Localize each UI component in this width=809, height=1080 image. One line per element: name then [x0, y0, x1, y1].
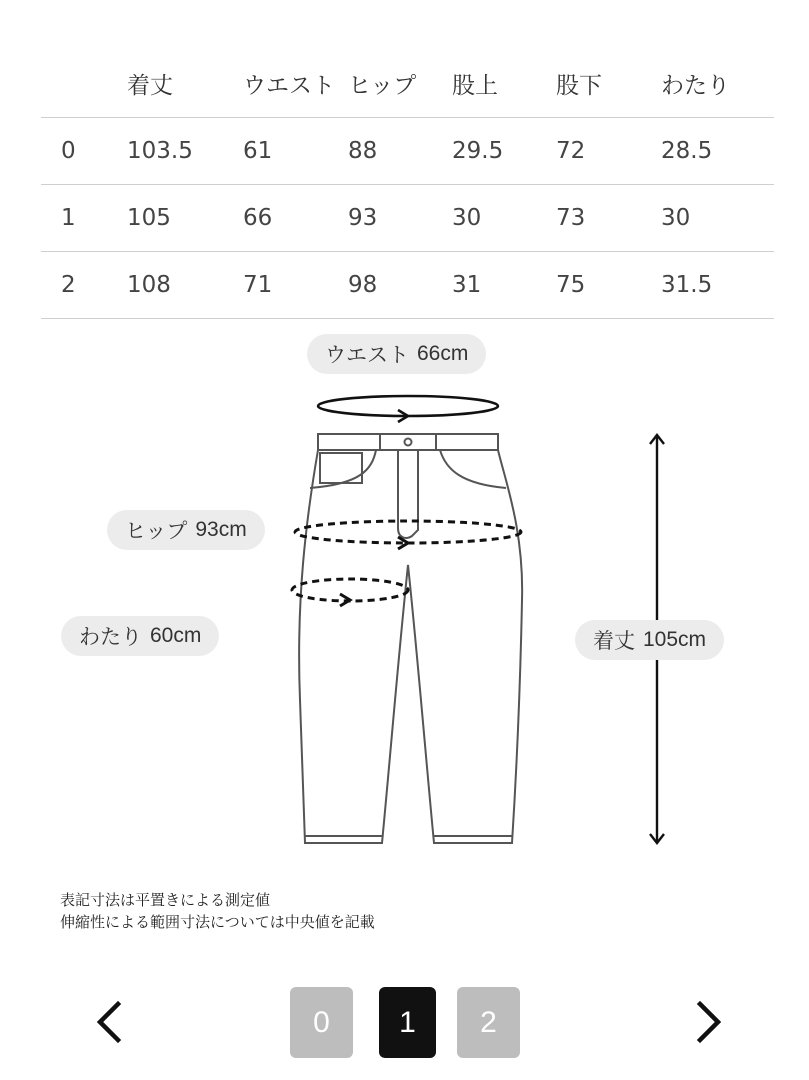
- prev-button[interactable]: [92, 996, 132, 1048]
- size-table: [41, 50, 774, 319]
- table-header-row: [41, 50, 774, 118]
- chevron-right-icon: [688, 996, 728, 1048]
- table-cell: 98: [348, 272, 378, 298]
- header-thigh: わたり: [661, 73, 730, 99]
- length-value: 105cm: [643, 628, 707, 651]
- next-button[interactable]: [688, 996, 728, 1048]
- page-selector: [290, 987, 522, 1059]
- length-label-text: 着丈: [593, 629, 635, 653]
- length-label: [575, 620, 724, 660]
- hip-value: 93cm: [195, 518, 247, 541]
- waist-label: [307, 334, 486, 374]
- measurement-diagram: [0, 320, 809, 860]
- waist-measure: [318, 396, 498, 422]
- header-inseam: 股下: [556, 73, 602, 99]
- header-rise: 股上: [452, 73, 498, 99]
- table-cell: 75: [556, 272, 586, 298]
- table-cell: 30: [661, 205, 691, 231]
- table-cell: 29.5: [452, 138, 504, 164]
- thigh-label: [61, 616, 219, 656]
- waist-label-text: ウエスト: [325, 343, 409, 367]
- table-cell: 108: [127, 272, 171, 298]
- table-cell: 93: [348, 205, 378, 231]
- header-length: 着丈: [127, 73, 173, 99]
- table-cell: 2: [61, 272, 76, 298]
- page-button-1[interactable]: 1: [379, 987, 436, 1058]
- note-line: 伸縮性による範囲寸法については中央値を記載: [60, 913, 375, 931]
- page-button-2[interactable]: 2: [457, 987, 520, 1058]
- note-line: 表記寸法は平置きによる測定値: [60, 891, 271, 909]
- table-cell: 71: [243, 272, 273, 298]
- header-waist: ウエスト: [243, 73, 335, 99]
- page-button-0[interactable]: 0: [290, 987, 353, 1058]
- hip-label: [107, 510, 265, 550]
- table-cell: 0: [61, 138, 76, 164]
- table-cell: 28.5: [661, 138, 713, 164]
- table-cell: 31: [452, 272, 482, 298]
- waistband: [318, 434, 498, 450]
- table-cell: 103.5: [127, 138, 193, 164]
- chevron-left-icon: [92, 996, 132, 1048]
- table-cell: 73: [556, 205, 586, 231]
- hip-measure: [295, 521, 521, 549]
- table-cell: 61: [243, 138, 273, 164]
- thigh-label-text: わたり: [79, 625, 142, 649]
- thigh-measure: [292, 579, 408, 606]
- table-cell: 31.5: [661, 272, 713, 298]
- table-cell: 88: [348, 138, 378, 164]
- table-row: [41, 252, 774, 319]
- table-row: [41, 118, 774, 185]
- hip-label-text: ヒップ: [125, 519, 188, 543]
- table-cell: 30: [452, 205, 482, 231]
- table-cell: 66: [243, 205, 273, 231]
- pants-illustration: [0, 320, 809, 860]
- table-row: [41, 185, 774, 252]
- pants-outline: [299, 450, 522, 843]
- table-cell: 1: [61, 205, 76, 231]
- table-cell: 72: [556, 138, 586, 164]
- thigh-value: 60cm: [150, 624, 202, 647]
- header-hip: ヒップ: [348, 73, 417, 99]
- measurement-note: [60, 889, 375, 933]
- table-cell: 105: [127, 205, 171, 231]
- waist-value: 66cm: [417, 342, 469, 365]
